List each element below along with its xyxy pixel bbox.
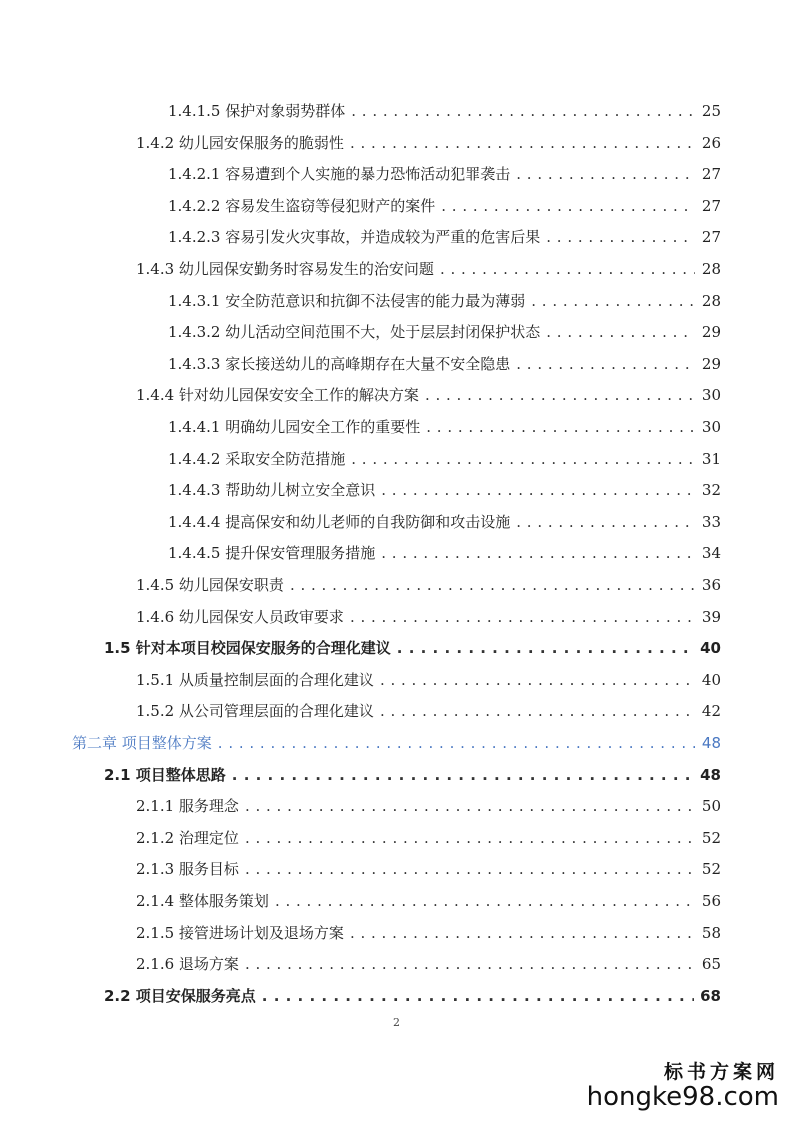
toc-entry[interactable]	[72, 727, 721, 759]
toc-entry[interactable]	[136, 822, 721, 854]
toc-entry-page: 48	[700, 765, 721, 784]
toc-entry-title: 1.4.2.1 容易遭到个人实施的暴力恐怖活动犯罪袭击	[168, 165, 511, 184]
watermark-cn: 标书方案网	[663, 1061, 779, 1083]
toc-entry-page: 40	[701, 670, 721, 689]
toc-entry-page: 26	[701, 133, 721, 152]
dot-leader	[218, 727, 695, 759]
toc-entry[interactable]	[136, 790, 721, 822]
toc-entry[interactable]	[136, 853, 721, 885]
toc-entry[interactable]	[136, 379, 721, 411]
toc-entry[interactable]	[168, 190, 721, 222]
toc-entry-title: 2.1.4 整体服务策划	[136, 892, 269, 910]
dot-leader	[245, 853, 695, 885]
toc-entry-page: 27	[701, 196, 721, 215]
toc-entry-page: 27	[701, 165, 721, 184]
toc-entry-page: 34	[701, 544, 721, 563]
toc-entry-page: 58	[701, 923, 721, 942]
toc-entry-page: 40	[700, 639, 721, 658]
dot-leader	[516, 158, 695, 190]
toc-entry-page: 30	[701, 386, 721, 405]
dot-leader	[381, 537, 695, 569]
toc-entry-page: 39	[701, 607, 721, 626]
toc-entry[interactable]	[168, 95, 721, 127]
dot-leader	[350, 601, 695, 633]
toc-entry-page: 28	[701, 291, 721, 310]
dot-leader	[425, 379, 695, 411]
toc-entry-page: 32	[701, 481, 721, 500]
toc-entry-title: 2.1 项目整体思路	[104, 765, 226, 784]
dot-leader	[350, 917, 695, 949]
toc-entry-page: 31	[701, 449, 721, 468]
toc-entry-page: 56	[701, 892, 721, 910]
toc-entry-page: 48	[701, 734, 721, 752]
dot-leader	[516, 506, 695, 538]
toc-entry-title: 1.4.2 幼儿园安保服务的脆弱性	[136, 133, 344, 152]
dot-leader	[441, 190, 695, 222]
watermark-url: hongke98.com	[586, 1082, 779, 1112]
dot-leader	[546, 221, 695, 253]
toc-entry[interactable]	[168, 474, 721, 506]
toc-entry[interactable]	[136, 601, 721, 633]
toc-entry-title: 1.4.4.1 明确幼儿园安全工作的重要性	[168, 418, 421, 436]
toc-entry[interactable]	[168, 285, 721, 317]
toc-entry[interactable]	[168, 158, 721, 190]
toc-entry-title: 第二章 项目整体方案	[72, 734, 212, 752]
toc-entry[interactable]	[136, 885, 721, 917]
toc-entry-page: 52	[701, 828, 721, 847]
dot-leader	[351, 443, 695, 475]
toc-entry[interactable]	[168, 221, 721, 253]
toc-entry-title: 1.5.2 从公司管理层面的合理化建议	[136, 702, 374, 721]
toc-entry-title: 1.4.4.5 提升保安管理服务措施	[168, 544, 376, 563]
dot-leader	[381, 474, 695, 506]
toc-entry-page: 29	[701, 323, 721, 342]
toc-entry-title: 2.2 项目安保服务亮点	[104, 986, 256, 1005]
toc-entry-page: 30	[701, 418, 721, 436]
dot-leader	[380, 695, 695, 727]
toc-entry-title: 2.1.2 治理定位	[136, 828, 239, 847]
toc-entry[interactable]	[136, 695, 721, 727]
toc-entry-page: 33	[701, 512, 721, 531]
toc-entry-page: 29	[701, 354, 721, 373]
toc-entry-page: 65	[701, 955, 721, 974]
toc-entry-page: 68	[700, 986, 721, 1005]
toc-entry-title: 1.5 针对本项目校园保安服务的合理化建议	[104, 639, 391, 658]
dot-leader	[275, 885, 695, 917]
toc-entry[interactable]	[168, 506, 721, 538]
dot-leader	[245, 790, 695, 822]
toc-entry-title: 2.1.3 服务目标	[136, 860, 239, 879]
toc-entry-title: 1.4.4.3 帮助幼儿树立安全意识	[168, 481, 376, 500]
dot-leader	[531, 285, 695, 317]
dot-leader	[440, 253, 695, 285]
page-number: 2	[393, 1016, 400, 1029]
dot-leader	[397, 632, 694, 664]
toc-entry-title: 2.1.5 接管进场计划及退场方案	[136, 923, 344, 942]
dot-leader	[426, 411, 695, 443]
toc-entry-title: 1.4.5 幼儿园保安职责	[136, 576, 284, 594]
toc-entry[interactable]	[136, 127, 721, 159]
toc-entry-title: 1.4.6 幼儿园保安人员政审要求	[136, 607, 344, 626]
dot-leader	[245, 822, 695, 854]
dot-leader	[232, 759, 694, 791]
toc-entry-page: 36	[701, 576, 721, 594]
toc-entry-title: 1.4.4.2 采取安全防范措施	[168, 449, 346, 468]
toc-entry-title: 1.4.4 针对幼儿园保安安全工作的解决方案	[136, 386, 419, 405]
toc-entry-title: 1.4.2.3 容易引发火灾事故，并造成较为严重的危害后果	[168, 228, 541, 247]
toc-entry-title: 1.4.1.5 保护对象弱势群体	[168, 102, 346, 120]
toc-entry-page: 27	[701, 228, 721, 247]
toc-entry-title: 1.4.2.2 容易发生盗窃等侵犯财产的案件	[168, 196, 436, 215]
toc-entry[interactable]	[136, 917, 721, 949]
toc-entry[interactable]	[104, 759, 721, 791]
toc-entry-title: 2.1.1 服务理念	[136, 797, 239, 816]
toc-entry-title: 1.4.3.3 家长接送幼儿的高峰期存在大量不安全隐患	[168, 354, 511, 373]
toc-entry-page: 25	[701, 102, 721, 120]
toc-entry[interactable]	[168, 411, 721, 443]
toc-entry[interactable]	[136, 569, 721, 601]
toc-entry[interactable]	[104, 980, 721, 1012]
toc-entry-page: 52	[701, 860, 721, 879]
toc-entry-title: 1.4.3.2 幼儿活动空间范围不大，处于层层封闭保护状态	[168, 323, 541, 342]
dot-leader	[350, 127, 695, 159]
toc-entry[interactable]	[104, 632, 721, 664]
toc-entry-title: 1.4.4.4 提高保安和幼儿老师的自我防御和攻击设施	[168, 512, 511, 531]
dot-leader	[546, 316, 695, 348]
toc-entry[interactable]	[168, 443, 721, 475]
toc-entry[interactable]	[136, 948, 721, 980]
dot-leader	[516, 348, 695, 380]
toc-entry-page: 42	[701, 702, 721, 721]
toc-entry-page: 50	[701, 797, 721, 816]
toc-entry[interactable]	[168, 348, 721, 380]
toc-entry-title: 2.1.6 退场方案	[136, 955, 239, 974]
dot-leader	[380, 664, 695, 696]
toc-entry-page: 28	[701, 260, 721, 278]
watermark	[587, 1057, 779, 1112]
toc-entry[interactable]	[136, 253, 721, 285]
dot-leader	[290, 569, 695, 601]
toc-entry[interactable]	[136, 664, 721, 696]
toc-entry[interactable]	[168, 537, 721, 569]
toc-entry[interactable]	[168, 316, 721, 348]
toc-entry-title: 1.5.1 从质量控制层面的合理化建议	[136, 670, 374, 689]
toc-entry-title: 1.4.3.1 安全防范意识和抗御不法侵害的能力最为薄弱	[168, 291, 526, 310]
toc-entry-title: 1.4.3 幼儿园保安勤务时容易发生的治安问题	[136, 260, 434, 278]
dot-leader	[245, 948, 695, 980]
dot-leader	[262, 980, 694, 1012]
dot-leader	[351, 95, 695, 127]
